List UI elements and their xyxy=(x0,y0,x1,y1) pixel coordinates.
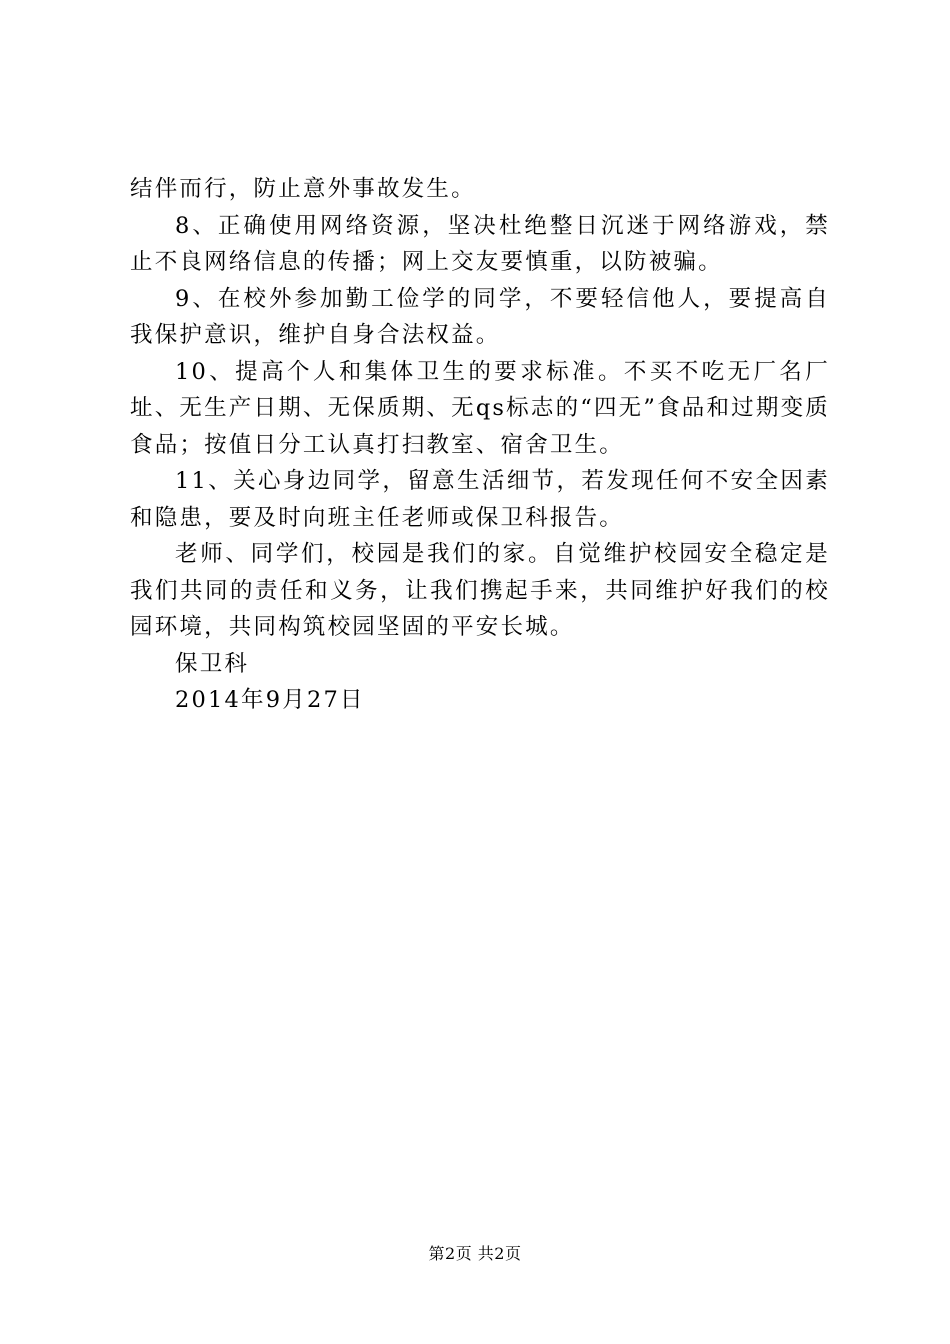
signature: 保卫科 xyxy=(175,650,250,677)
page-footer xyxy=(0,1244,950,1264)
paragraph-item-10: 10、提高个人和集体卫生的要求标准。不买不吃无厂名厂址、无生产日期、无保质期、无qs标志的“四无”食品和过期变质食品；按值日分工认真打扫教室、宿舍卫生。 xyxy=(130,358,830,458)
document-body xyxy=(130,171,830,719)
paragraph-item-11: 11、关心身边同学，留意生活细节，若发现任何不安全因素和隐患，要及时向班主任老师或保卫科报告。 xyxy=(130,468,830,531)
paragraph-closing: 老师、同学们，校园是我们的家。自觉维护校园安全稳定是我们共同的责任和义务，让我们携起手来，共同维护好我们的校园环境，共同构筑校园坚固的平安长城。 xyxy=(130,541,830,640)
paragraph-item-8: 8、正确使用网络资源，坚决杜绝整日沉迷于网络游戏，禁止不良网络信息的传播；网上交友要慎重，以防被骗。 xyxy=(130,212,830,275)
page-number: 第2页 共2页 xyxy=(428,1244,522,1263)
document-date: 2014年9月27日 xyxy=(175,687,365,713)
paragraph-continuation: 结伴而行，防止意外事故发生。 xyxy=(130,176,476,202)
paragraph-item-9: 9、在校外参加勤工俭学的同学，不要轻信他人，要提高自我保护意识，维护自身合法权益。 xyxy=(130,285,830,348)
